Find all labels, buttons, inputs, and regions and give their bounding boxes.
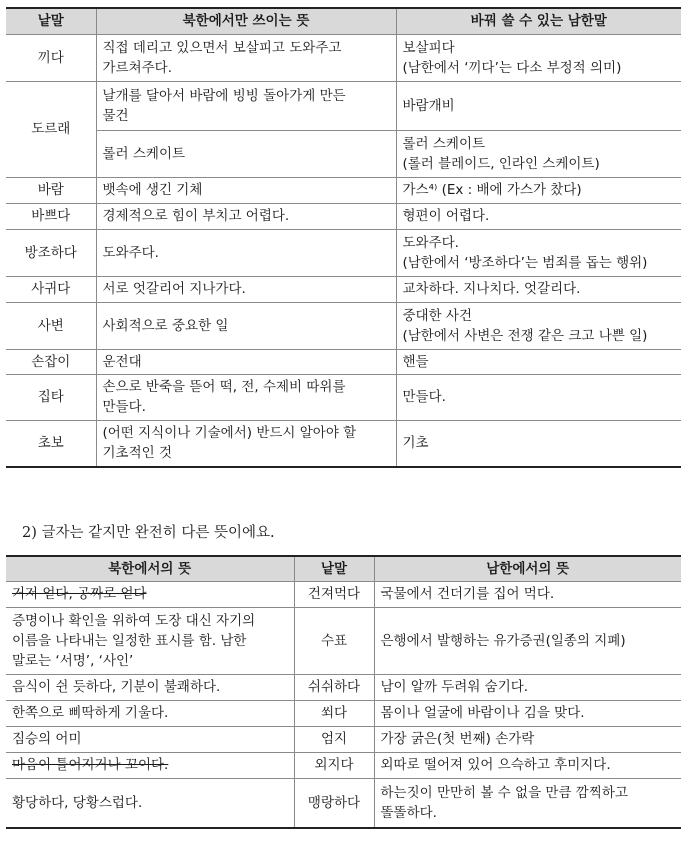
word-cell: 맹랑하다 (294, 778, 374, 828)
meaning-cell: 날개를 달아서 바람에 빙빙 돌아가게 만든 물건 (96, 81, 396, 130)
south-meaning-cell: 몸이나 얼굴에 바람이나 김을 맞다. (374, 700, 681, 726)
section-heading: 2) 글자는 같지만 완전히 다른 뜻이에요. (22, 525, 275, 541)
meaning-cell: 손으로 반죽을 뜯어 떡, 전, 수제비 따위를 만들다. (96, 374, 396, 420)
table-row (6, 203, 681, 229)
table-row (6, 752, 681, 778)
meaning-cell: 롤러 스케이트 (96, 130, 396, 177)
word-cell: 사변 (6, 302, 96, 349)
table-row (6, 276, 681, 302)
meaning-cell: 운전대 (96, 349, 396, 374)
meaning-cell: 뱃속에 생긴 기체 (96, 177, 396, 203)
word-cell: 방조하다 (6, 229, 96, 276)
column-header-north-meaning: 북한에서만 쓰이는 뜻 (96, 8, 396, 34)
word-cell: 도르래 (6, 81, 96, 177)
table-row (6, 726, 681, 752)
south-word-cell: 교차하다. 지나치다. 엇갈리다. (396, 276, 681, 302)
table-row (6, 34, 681, 81)
word-cell: 손잡이 (6, 349, 96, 374)
table-row (6, 349, 681, 374)
south-meaning-cell: 은행에서 발행하는 유가증권(일종의 지폐) (374, 607, 681, 674)
different-meanings-table (6, 555, 681, 829)
north-meaning-cell: 황당하다, 당황스럽다. (6, 778, 294, 828)
south-word-cell: 기초 (396, 420, 681, 467)
north-meaning-cell: 거저 얻다, 공짜로 얻다 (6, 581, 294, 607)
word-cell: 바쁘다 (6, 203, 96, 229)
meaning-cell: 사회적으로 중요한 일 (96, 302, 396, 349)
word-cell: 바람 (6, 177, 96, 203)
meaning-cell: 경제적으로 힘이 부치고 어렵다. (96, 203, 396, 229)
table-row (6, 374, 681, 420)
word-cell: 사귀다 (6, 276, 96, 302)
table-row (6, 674, 681, 700)
south-word-cell: 만들다. (396, 374, 681, 420)
column-header-south-meaning: 남한에서의 뜻 (374, 556, 681, 581)
south-meaning-cell: 가장 굵은(첫 번째) 손가락 (374, 726, 681, 752)
word-cell: 쉬쉬하다 (294, 674, 374, 700)
south-meaning-cell: 국물에서 건더기를 집어 먹다. (374, 581, 681, 607)
south-word-cell: 가스⁴⁾ (Ex : 배에 가스가 찼다) (396, 177, 681, 203)
column-header-north-meaning: 북한에서의 뜻 (6, 556, 294, 581)
south-word-cell: 도와주다. (남한에서 ‘방조하다’는 범죄를 돕는 행위) (396, 229, 681, 276)
table-header-row (6, 556, 681, 581)
table-row (6, 177, 681, 203)
table-row (6, 130, 681, 177)
meaning-cell: 직접 데리고 있으면서 보살피고 도와주고 가르쳐주다. (96, 34, 396, 81)
table-row (6, 420, 681, 467)
table-row (6, 81, 681, 130)
column-header-south-word: 바꿔 쓸 수 있는 남한말 (396, 8, 681, 34)
north-meaning-cell: 한쪽으로 삐딱하게 기울다. (6, 700, 294, 726)
south-word-cell: 보살피다 (남한에서 ‘끼다’는 다소 부정적 의미) (396, 34, 681, 81)
table-row (6, 302, 681, 349)
column-header-word: 낱말 (6, 8, 96, 34)
word-cell: 쐬다 (294, 700, 374, 726)
south-meaning-cell: 외따로 떨어져 있어 으슥하고 후미지다. (374, 752, 681, 778)
south-word-cell: 롤러 스케이트 (롤러 블레이드, 인라인 스케이트) (396, 130, 681, 177)
south-meaning-cell: 하는짓이 만만히 볼 수 없을 만큼 깜찍하고 똘똘하다. (374, 778, 681, 828)
word-cell: 엄지 (294, 726, 374, 752)
table-row (6, 581, 681, 607)
north-meaning-cell: 마음이 틀어지거나 꼬이다. (6, 752, 294, 778)
column-header-word: 낱말 (294, 556, 374, 581)
north-meaning-cell: 증명이나 확인을 위하여 도장 대신 자기의 이름을 나타내는 일정한 표시를 함. 남한 말로는 ‘서명’, ‘사인’ (6, 607, 294, 674)
north-only-meanings-table (6, 7, 681, 468)
meaning-cell: 서로 엇갈리어 지나가다. (96, 276, 396, 302)
south-meaning-cell: 남이 알까 두려워 숨기다. (374, 674, 681, 700)
north-meaning-cell: 음식이 쉰 듯하다, 기분이 불쾌하다. (6, 674, 294, 700)
south-word-cell: 형편이 어렵다. (396, 203, 681, 229)
table-row (6, 700, 681, 726)
table-row (6, 229, 681, 276)
table-row (6, 607, 681, 674)
south-word-cell: 바람개비 (396, 81, 681, 130)
south-word-cell: 중대한 사건 (남한에서 사변은 전쟁 같은 크고 나쁜 일) (396, 302, 681, 349)
word-cell: 수표 (294, 607, 374, 674)
meaning-cell: 도와주다. (96, 229, 396, 276)
table-row (6, 778, 681, 828)
word-cell: 건져먹다 (294, 581, 374, 607)
word-cell: 외지다 (294, 752, 374, 778)
north-meaning-cell: 짐승의 어미 (6, 726, 294, 752)
table-header-row (6, 8, 681, 34)
word-cell: 끼다 (6, 34, 96, 81)
word-cell: 초보 (6, 420, 96, 467)
south-word-cell: 핸들 (396, 349, 681, 374)
word-cell: 집타 (6, 374, 96, 420)
meaning-cell: (어떤 지식이나 기술에서) 반드시 알아야 할 기초적인 것 (96, 420, 396, 467)
